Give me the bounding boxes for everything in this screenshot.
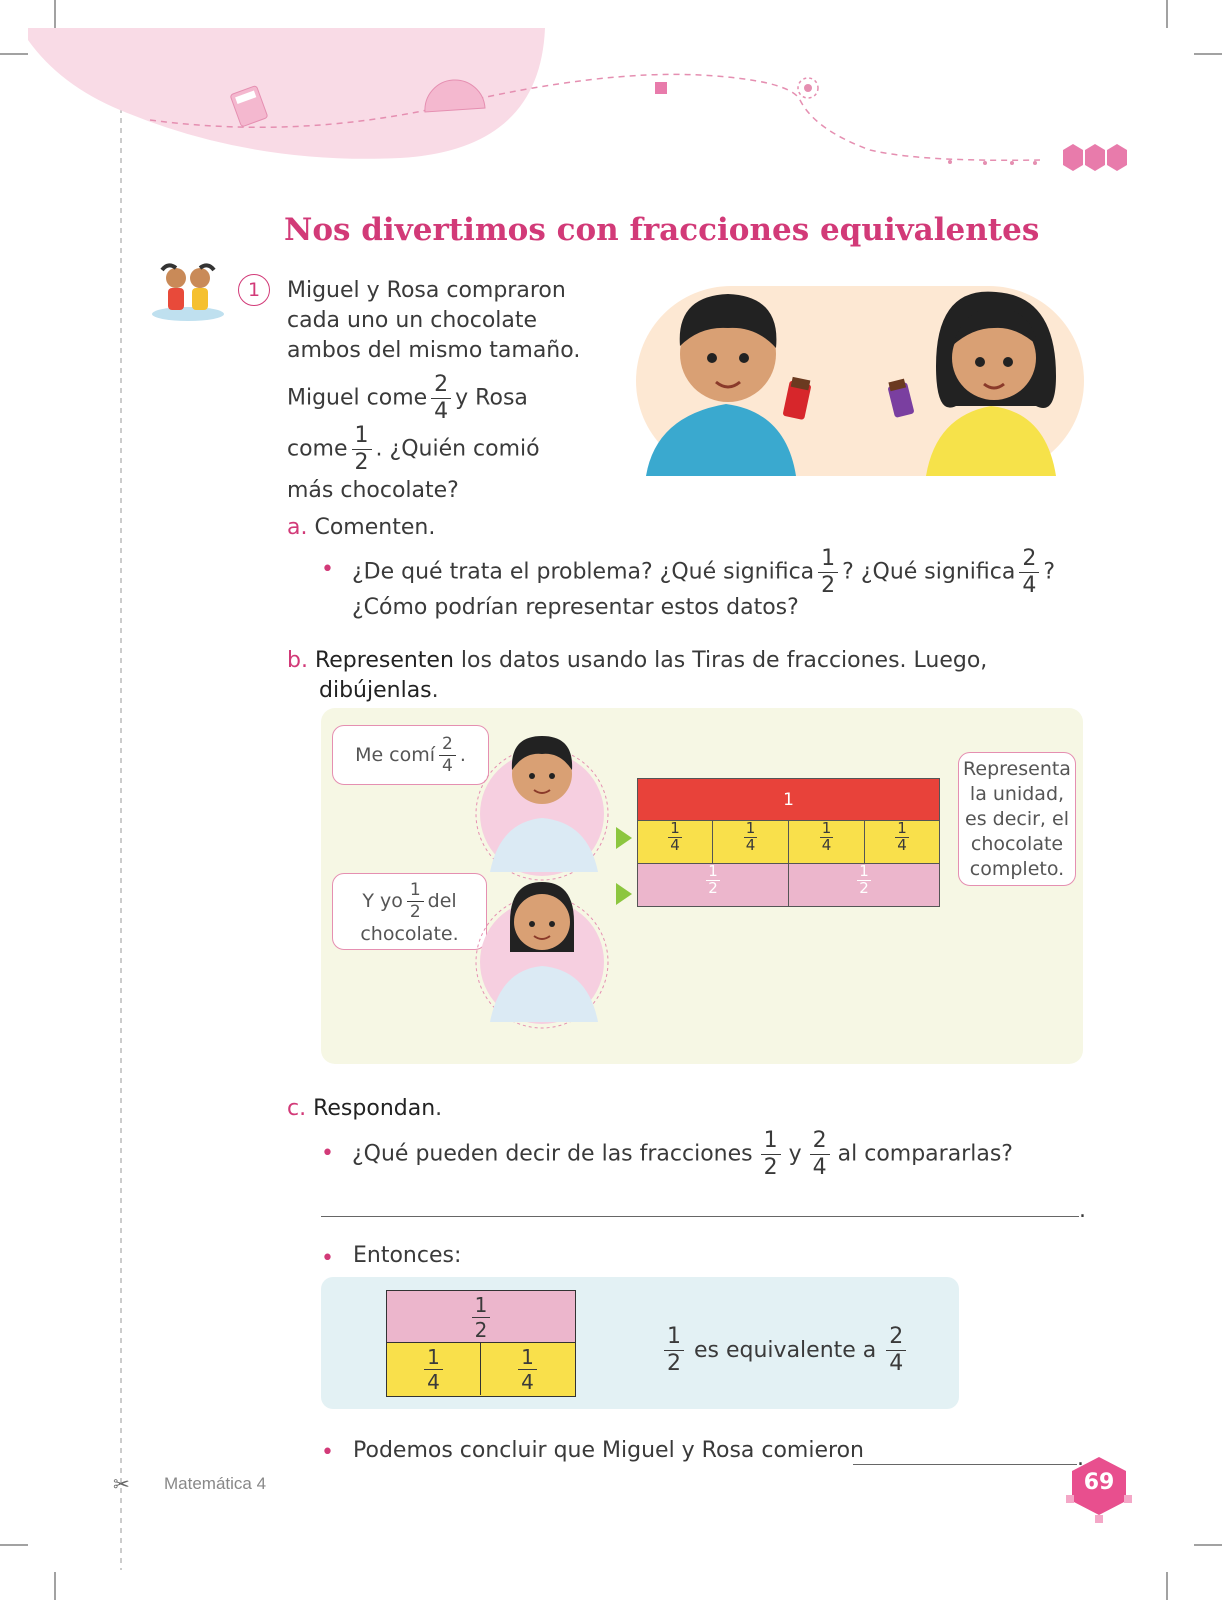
bullet-dot: •	[321, 557, 334, 582]
problem-line: Miguel come $\frac{2}{4}$ y Rosa	[287, 372, 528, 424]
note-line: Representa	[963, 758, 1071, 780]
fraction-half: $\frac{1}{2}$	[818, 548, 838, 597]
conclusion-period: .	[1077, 1446, 1084, 1471]
part-c-question: ¿Qué pueden decir de las fracciones $\frac{1}{2}$ y $\frac{2}{4}$ al compararlas?	[352, 1128, 1013, 1180]
half-cell: 1 2	[859, 862, 869, 897]
problem-line: come $\frac{1}{2}$ . ¿Quién comió	[287, 423, 540, 475]
bubble-line: chocolate.	[360, 923, 459, 945]
quarters-strip	[637, 820, 940, 864]
quarter-cell: 1 4	[897, 819, 907, 854]
note-line: la unidad,	[969, 783, 1065, 805]
calculator-icon	[228, 90, 262, 130]
unit-note-box	[958, 752, 1076, 886]
problem-line: ambos del mismo tamaño.	[287, 338, 581, 363]
part-a-question	[352, 548, 1055, 623]
question-line: ¿Cómo podrían representar estos datos?	[352, 595, 799, 620]
scissors-icon: ✂	[113, 1472, 130, 1496]
page-title: Nos divertimos con fracciones equivalentes	[284, 212, 1040, 248]
arrow-right-icon	[616, 827, 632, 849]
quarter-cell: $\frac{1}{4}$	[387, 1343, 481, 1395]
bubble-line: Y yo $\frac{1}{2}$ del	[362, 880, 457, 922]
bullet-dot: •	[321, 1141, 334, 1166]
problem-line: más chocolate?	[287, 478, 459, 503]
problem-line: Miguel y Rosa compraron	[287, 278, 566, 303]
equivalence-statement: $\frac{1}{2}$ es equivalente a $\frac{2}{4}$	[660, 1326, 910, 1375]
unit-strip: 1	[637, 778, 940, 821]
speech-bubble-rosa	[332, 873, 487, 950]
conclusion-text: Podemos concluir que Miguel y Rosa comieron	[353, 1438, 864, 1463]
part-a-heading: a. Comenten.	[287, 515, 436, 540]
quarter-cell: 1 4	[713, 821, 789, 863]
question-line: ¿De qué trata el problema? ¿Qué significa $\frac{1}{2}$ ? ¿Qué significa $\frac{2}{4}$ ?	[352, 546, 1056, 598]
fraction-rosa: $\frac{1}{2}$	[352, 425, 372, 474]
problem-line: cada uno un chocolate	[287, 308, 538, 333]
quarter-cell: $\frac{1}{4}$	[481, 1343, 574, 1395]
problem-text	[287, 276, 580, 506]
problem-number: 1	[238, 274, 270, 306]
group-work-icon	[148, 262, 228, 324]
half-cell: 1 2	[638, 864, 789, 906]
note-line: chocolate	[970, 833, 1064, 855]
part-c-heading: c. Respondan.	[287, 1096, 443, 1121]
note-line: completo.	[969, 858, 1065, 880]
page-number: 69	[1083, 1470, 1115, 1495]
protractor-icon	[422, 80, 488, 114]
bullet-dot: •	[321, 1246, 334, 1271]
fraction-miguel: $\frac{2}{4}$	[431, 374, 451, 423]
half-bar: $\frac{1}{2}$	[386, 1290, 576, 1344]
book-title: Matemática 4	[164, 1474, 267, 1493]
fraction-two-quarters: $\frac{2}{4}$	[1019, 548, 1039, 597]
quarter-cell: 1 4	[789, 821, 865, 863]
kids-portraits	[470, 722, 610, 1032]
note-line: es decir, el	[965, 808, 1069, 830]
bullet-dot: •	[321, 1440, 334, 1465]
quarters-bar	[386, 1342, 576, 1397]
part-b-heading: b. Representen los datos usando las Tiras de fracciones. Luego, dibújenlas.	[287, 648, 988, 703]
arrow-right-icon	[616, 883, 632, 905]
halves-strip	[637, 863, 940, 907]
answer-line-period: .	[1079, 1198, 1086, 1223]
answer-line[interactable]	[321, 1216, 1079, 1217]
kids-chocolate-illustration	[636, 286, 1084, 476]
speech-bubble-miguel: Me comí $\frac{2}{4}$ .	[332, 725, 489, 785]
then-label: Entonces:	[353, 1243, 462, 1268]
conclusion-answer-line[interactable]	[853, 1464, 1077, 1465]
quarter-cell: 1 4	[638, 821, 713, 863]
